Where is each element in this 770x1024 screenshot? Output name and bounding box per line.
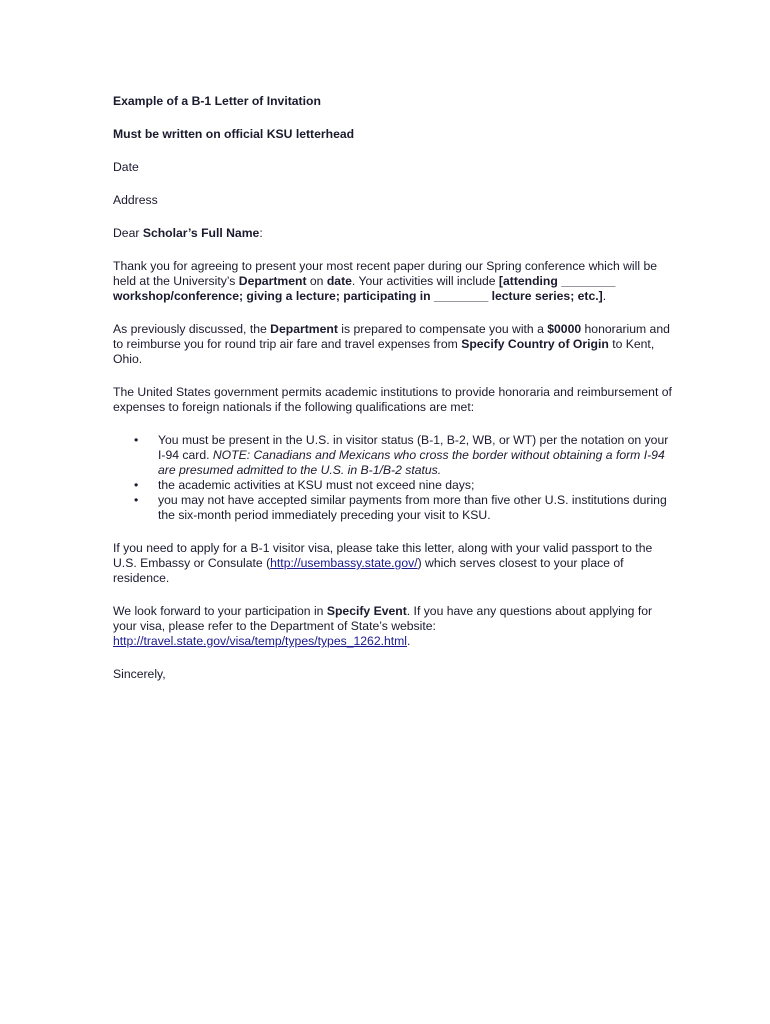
- para2-text-3: honorarium and to reimburse you for round trip air fare and travel expenses from: [113, 322, 670, 351]
- bullet-icon: •: [134, 493, 139, 507]
- para4-text-1: If you need to apply for a B-1 visitor visa, please take this letter, along with your valid passport to the U.S. Embassy or Consulate (: [113, 541, 653, 570]
- para2-text-2: is prepared to compensate you with a: [337, 322, 548, 336]
- letter-page: [113, 94, 673, 700]
- country-placeholder: Specify Country of Origin: [461, 337, 609, 351]
- department-placeholder: Department: [238, 274, 307, 288]
- scholar-name-placeholder: Scholar’s Full Name: [142, 226, 260, 240]
- paragraph-visa: [113, 541, 673, 586]
- list-item: [113, 478, 673, 493]
- document-title: Example of a B-1 Letter of Invitation: [113, 94, 321, 108]
- paragraph-closing-info: [113, 604, 673, 649]
- date-inline-placeholder: date: [326, 274, 352, 288]
- bullet-icon: •: [134, 433, 139, 447]
- para2-text-4: to Kent, Ohio.: [113, 337, 655, 366]
- para2-text-1: As previously discussed, the: [113, 322, 271, 336]
- para5-text-1: We look forward to your participation in: [113, 604, 327, 618]
- qualification-text: you may not have accepted similar payments from more than five other U.S. institutions during the six-month period immediately preceding your visit to KSU.: [158, 493, 667, 522]
- activities-placeholder: [attending ________ workshop/conference; giving a lecture; participating in ________ lecture series; etc.]: [113, 274, 616, 303]
- list-item: [113, 493, 673, 523]
- para1-text-2: on: [306, 274, 327, 288]
- department-placeholder-2: Department: [270, 322, 338, 336]
- paragraph-thanks: [113, 259, 673, 304]
- para1-text-4: .: [602, 289, 607, 303]
- list-item: [113, 433, 673, 478]
- salutation: [113, 226, 673, 241]
- closing: Sincerely,: [113, 667, 166, 681]
- qualification-note: NOTE: Canadians and Mexicans who cross the border without obtaining a form I-94 are presumed admitted to the U.S. in B-1/B-2 status.: [158, 448, 665, 477]
- letterhead-note: Must be written on official KSU letterhead: [113, 127, 355, 141]
- paragraph-compensation: [113, 322, 673, 367]
- state-dept-link[interactable]: http://travel.state.gov/visa/temp/types/types_1262.html: [113, 634, 408, 648]
- honorarium-amount: $0000: [547, 322, 582, 336]
- qualification-text: You must be present in the U.S. in visitor status (B-1, B-2, WB, or WT) per the notation on your I-94 card.: [158, 433, 669, 462]
- para5-text-2: . If you have any questions about applying for your visa, please refer to the Department of State’s website:: [113, 604, 653, 633]
- para1-text-1: Thank you for agreeing to present your most recent paper during our Spring conference which will be held at the University’s: [113, 259, 657, 288]
- embassy-link[interactable]: http://usembassy.state.gov/: [270, 556, 418, 570]
- qualifications-list: [113, 433, 673, 523]
- salutation-prefix: Dear: [113, 226, 143, 240]
- para4-text-2: ) which serves closest to your place of residence.: [113, 556, 624, 585]
- date-placeholder: Date: [113, 160, 139, 174]
- event-placeholder: Specify Event: [326, 604, 407, 618]
- salutation-suffix: :: [259, 226, 263, 240]
- bullet-icon: •: [134, 478, 139, 492]
- para5-text-3: .: [407, 634, 411, 648]
- paragraph-regulations: The United States government permits academic institutions to provide honoraria and reimbursement of expenses to foreign nationals if the following qualifications are met:: [113, 385, 672, 414]
- qualification-text: the academic activities at KSU must not exceed nine days;: [158, 478, 475, 492]
- para1-text-3: . Your activities will include: [351, 274, 499, 288]
- address-placeholder: Address: [113, 193, 158, 207]
